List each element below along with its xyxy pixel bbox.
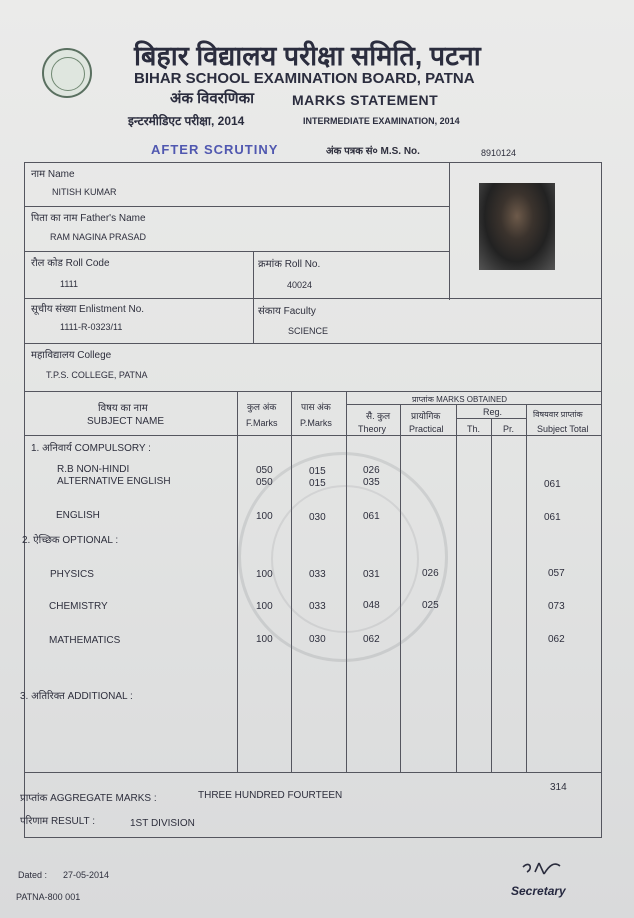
section-compulsory: 1. अनिवार्य COMPULSORY : (31, 443, 151, 454)
full-marks: 050 (256, 477, 273, 488)
table-header-bottom (24, 435, 602, 436)
theory-marks: 026 (363, 465, 380, 476)
frame-top (24, 162, 602, 163)
pass-marks: 030 (309, 512, 326, 523)
column-divider (237, 391, 238, 772)
subject-total: 073 (548, 601, 565, 612)
practical-marks: 025 (422, 600, 439, 611)
subject-name: ALTERNATIVE ENGLISH (57, 476, 171, 487)
full-marks: 100 (256, 601, 273, 612)
row-divider (24, 343, 602, 344)
frame-left (24, 162, 25, 838)
subject-name: ENGLISH (56, 510, 100, 521)
row-divider (24, 298, 602, 299)
subject-total-header: Subject Total (537, 424, 589, 434)
roll-no-label: क्रमांक Roll No. (258, 259, 321, 270)
statement-english: MARKS STATEMENT (292, 92, 439, 108)
roll-code-value: 1111 (60, 279, 79, 289)
practical-marks: 026 (422, 568, 439, 579)
column-divider (526, 404, 527, 772)
subject-total: 057 (548, 568, 565, 579)
pmarks-header-hindi: पास अंक (301, 402, 331, 412)
faculty-value: SCIENCE (288, 326, 329, 336)
section-additional: 3. अतिरिक्त ADDITIONAL : (20, 691, 133, 702)
reg-theory-header: Th. (467, 424, 481, 434)
faculty-label: संकाय Faculty (258, 306, 316, 317)
full-marks: 100 (256, 511, 273, 522)
pmarks-header: P.Marks (300, 418, 332, 428)
after-scrutiny-label: AFTER SCRUTINY (151, 142, 279, 157)
frame-right (601, 162, 602, 838)
exam-hindi: इन्टरमीडिएट परीक्षा, 2014 (128, 114, 245, 128)
subject-total: 061 (544, 479, 561, 490)
ms-number-value: 8910124 (481, 148, 517, 158)
subject-total: 062 (548, 634, 565, 645)
subject-header: SUBJECT NAME (87, 416, 165, 427)
full-marks: 100 (256, 569, 273, 580)
pass-marks: 033 (309, 569, 326, 580)
roll-no-value: 40024 (287, 280, 313, 290)
fmarks-header-hindi: कुल अंक (247, 402, 277, 412)
father-name-label: पिता का नाम Father's Name (31, 213, 146, 224)
theory-marks: 031 (363, 569, 380, 580)
reg-practical-header: Pr. (503, 424, 515, 434)
subject-name: R.B NON-HINDI (57, 464, 130, 475)
subject-name: PHYSICS (50, 569, 94, 580)
photo-box-divider (449, 162, 450, 300)
theory-marks: 061 (363, 511, 380, 522)
enlistment-label: सूचीय संख्या Enlistment No. (31, 304, 145, 315)
dated-label: Dated : (18, 870, 48, 880)
subject-name: CHEMISTRY (49, 601, 108, 612)
aggregate-words: THREE HUNDRED FOURTEEN (198, 790, 343, 801)
result-value: 1ST DIVISION (130, 818, 195, 829)
row-divider (24, 206, 449, 207)
theory-marks: 062 (363, 634, 380, 645)
practical-header-hindi: प्रायोगिक (411, 411, 441, 421)
board-seal-logo (42, 48, 92, 98)
father-name-value: RAM NAGINA PRASAD (50, 232, 147, 242)
dated-value: 27-05-2014 (63, 870, 110, 880)
college-label: महाविद्यालय College (31, 350, 112, 361)
subject-name: MATHEMATICS (49, 635, 121, 646)
section-optional: 2. ऐच्छिक OPTIONAL : (22, 535, 119, 546)
roll-code-label: रौल कोड Roll Code (31, 258, 110, 269)
pass-marks: 030 (309, 634, 326, 645)
table-bottom (24, 772, 602, 773)
theory-header-hindi: सै. कुल (366, 411, 391, 421)
reg-header: Reg. (483, 407, 503, 417)
result-label: परिणाम RESULT : (20, 816, 96, 827)
pass-marks: 015 (309, 466, 326, 477)
fmarks-header: F.Marks (246, 418, 278, 428)
full-marks: 050 (256, 465, 273, 476)
column-divider (491, 418, 492, 772)
theory-marks: 048 (363, 600, 380, 611)
aggregate-label: प्राप्तांक AGGREGATE MARKS : (20, 793, 157, 804)
subject-total-header-hindi: विषयवार प्राप्तांक (533, 410, 583, 419)
theory-marks: 035 (363, 477, 380, 488)
secretary-signature (520, 858, 562, 884)
column-divider (253, 251, 254, 343)
place-text: PATNA-800 001 (16, 892, 81, 902)
marks-obtained-header: प्राप्तांक MARKS OBTAINED (412, 395, 508, 404)
row-divider (24, 251, 449, 252)
statement-hindi: अंक विवरणिका (170, 90, 254, 107)
name-value: NITISH KUMAR (52, 187, 117, 197)
frame-bottom (24, 837, 602, 838)
subject-total: 061 (544, 512, 561, 523)
full-marks: 100 (256, 634, 273, 645)
title-hindi: बिहार विद्यालय परीक्षा समिति, पटना (134, 41, 481, 71)
title-english: BIHAR SCHOOL EXAMINATION BOARD, PATNA (134, 70, 475, 87)
aggregate-value: 314 (550, 782, 567, 793)
college-value: T.P.S. COLLEGE, PATNA (46, 370, 148, 380)
row-divider (24, 391, 602, 392)
subject-header-hindi: विषय का नाम (98, 403, 148, 414)
theory-header: Theory (358, 424, 387, 434)
pass-marks: 033 (309, 601, 326, 612)
ms-number-label: अंक पत्रक सं० M.S. No. (326, 146, 420, 157)
enlistment-value: 1111-R-0323/11 (60, 322, 123, 332)
name-label: नाम Name (31, 169, 75, 180)
practical-header: Practical (409, 424, 444, 434)
pass-marks: 015 (309, 478, 326, 489)
student-photo (479, 183, 555, 270)
column-divider (456, 404, 457, 772)
exam-english: INTERMEDIATE EXAMINATION, 2014 (303, 116, 460, 126)
secretary-label: Secretary (511, 884, 566, 898)
